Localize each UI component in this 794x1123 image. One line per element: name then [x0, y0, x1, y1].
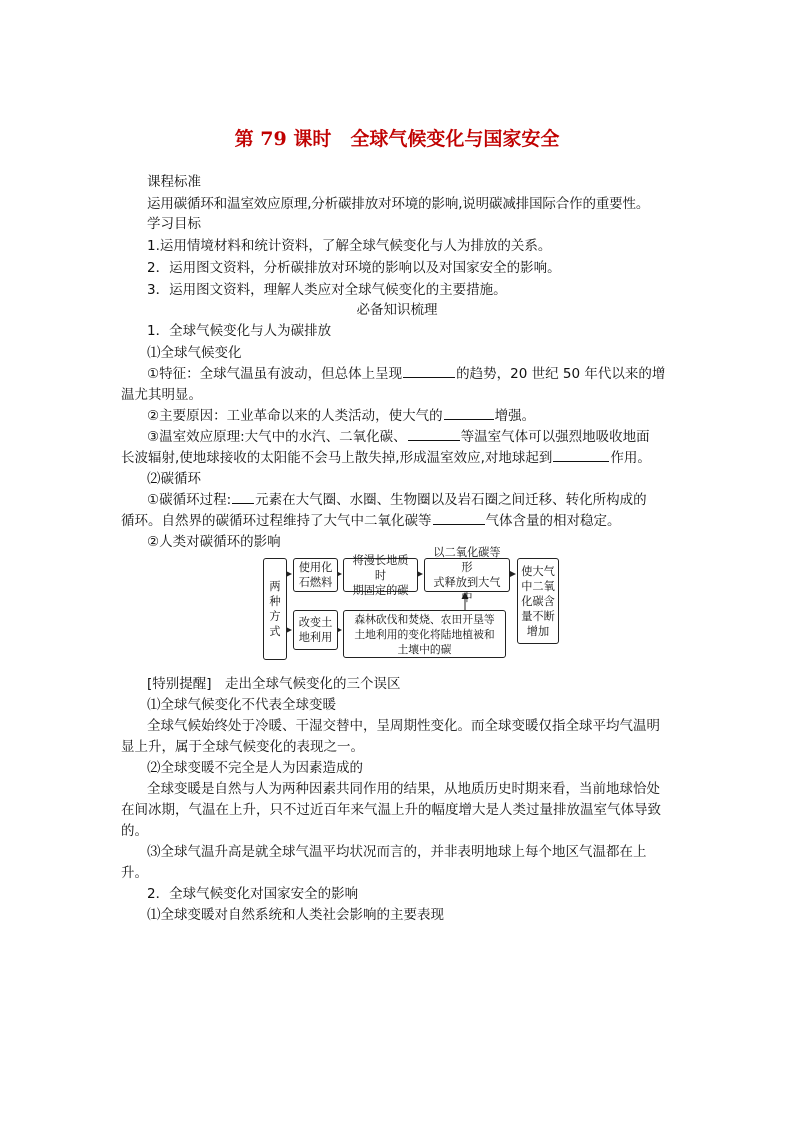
fill-blank[interactable] [403, 365, 455, 378]
lesson-title: 第 79 课时 全球气候变化与国家安全 [234, 128, 560, 150]
cycle-line: ①碳循环过程: 元素在大气圈、水圈、生物圈以及岩石圈之间迁移、转化所构成的 [147, 492, 647, 508]
tip-1-text-cont: 显上升，属于全球气候变化的表现之一。 [121, 739, 364, 755]
human-impact-heading: ②人类对碳循环的影响 [147, 534, 281, 550]
heading-1: 1．全球气候变化与人为碳排放 [147, 323, 332, 339]
curriculum-heading: 课程标准 [147, 174, 201, 190]
fill-blank[interactable] [444, 407, 494, 420]
tip-2: ⑵全球变暖不完全是人为因素造成的 [147, 760, 363, 776]
land-use-box: 改变土 地利用 [293, 610, 338, 650]
tip-3-cont: 升。 [121, 865, 148, 881]
curriculum-text: 运用碳循环和温室效应原理,分析碳排放对环境的影响,说明碳减排国际合作的重要性。 [147, 196, 650, 212]
feature-line-cont: 温尤其明显。 [121, 387, 202, 403]
heading-1-1: ⑴全球气候变化 [147, 345, 242, 361]
fixed-carbon-box: 将漫长地质时 期固定的碳 [343, 558, 418, 592]
tip-3: ⑶全球气温升高是就全球气温平均状况而言的，并非表明地球上每个地区气温都在上 [147, 844, 647, 860]
objective-3: 3．运用图文资料，理解人类应对全球气候变化的主要措施。 [147, 282, 507, 298]
cause-line: ②主要原因：工业革命以来的人类活动，使大气的 增强。 [147, 408, 536, 424]
objective-2: 2．运用图文资料，分析碳排放对环境的影响以及对国家安全的影响。 [147, 260, 561, 276]
fill-blank[interactable] [232, 491, 254, 504]
two-ways-box: 两 种 方 式 [263, 558, 287, 660]
section-heading: 必备知识梳理 [356, 302, 438, 318]
tip-2-text-end: 的。 [121, 823, 148, 839]
fossil-fuel-box: 使用化 石燃料 [293, 558, 338, 592]
feature-line: ①特征：全球气温虽有波动，但总体上呈现 的趋势，20 世纪 50 年代以来的增 [147, 366, 666, 382]
carbon-flow-diagram [263, 546, 559, 660]
deforestation-box: 森林砍伐和焚烧、农田开垦等 土地利用的变化将陆地植被和 土壤中的碳 [343, 610, 506, 658]
tip-2-text-cont: 在间冰期，气温在上升，只不过近百年来气温上升的幅度增大是人类过量排放温室气体导致 [121, 802, 661, 818]
fill-blank[interactable] [553, 449, 609, 462]
tip-heading: [特别提醒] 走出全球气候变化的三个误区 [147, 676, 401, 692]
objectives-heading: 学习目标 [147, 216, 201, 232]
fill-blank[interactable] [433, 512, 485, 525]
cycle-line-cont: 循环。自然界的碳循环过程维持了大气中二氧化碳等 气体含量的相对稳定。 [121, 513, 621, 529]
fill-blank[interactable] [408, 428, 460, 441]
greenhouse-line-cont: 长波辐射,使地球接收的太阳能不会马上散失掉,形成温室效应,对地球起到 作用。 [121, 450, 651, 466]
heading-2-1: ⑴全球变暖对自然系统和人类社会影响的主要表现 [147, 907, 444, 923]
co2-increase-box: 使大气 中二氧 化碳含 量不断 增加 [517, 558, 559, 644]
tip-1: ⑴全球气候变化不代表全球变暖 [147, 697, 336, 713]
tip-2-text: 全球变暖是自然与人为两种因素共同作用的结果，从地质历史时期来看，当前地球恰处 [147, 781, 660, 797]
heading-2: 2．全球气候变化对国家安全的影响 [147, 886, 359, 902]
tip-1-text: 全球气候始终处于冷暖、干湿交替中，呈周期性变化。而全球变暖仅指全球平均气温明 [147, 718, 660, 734]
heading-1-2: ⑵碳循环 [147, 471, 201, 487]
release-co2-box: 以二氧化碳等形 式释放到大气中 [424, 558, 510, 592]
objective-1: 1.运用情境材料和统计资料，了解全球气候变化与人为排放的关系。 [147, 238, 552, 254]
greenhouse-line: ③温室效应原理:大气中的水汽、二氧化碳、 等温室气体可以强烈地吸收地面 [147, 429, 650, 445]
